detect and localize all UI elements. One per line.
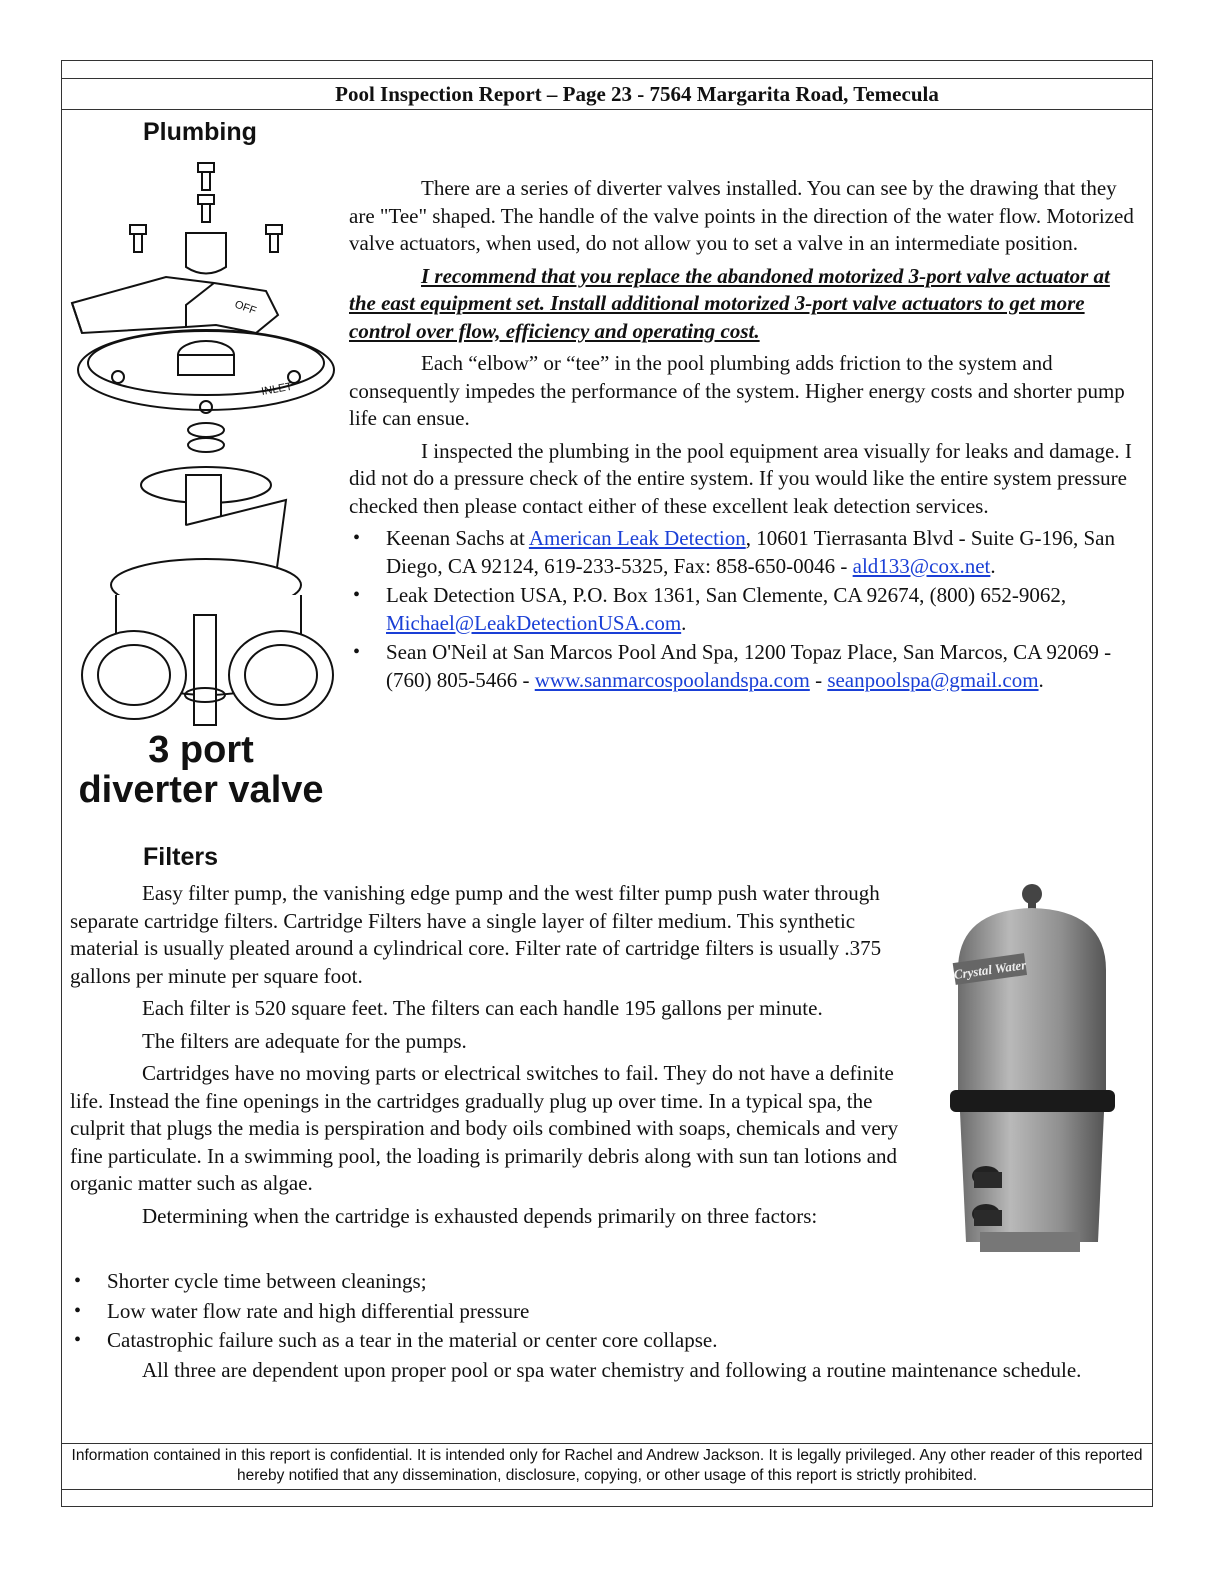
- valve-caption-line2: diverter valve: [78, 769, 324, 811]
- contact-item: • Keenan Sachs at American Leak Detection, 10601 Tierrasanta Blvd - Suite G-196, San Diego, CA 92124, 619-233-5325, Fax: 858-650-0046 - ald133@cox.net.: [349, 525, 1139, 580]
- plumbing-paragraph: I inspected the plumbing in the pool equipment area visually for leaks and damage. I did not do a pressure check of the entire system. If you would like the entire system pressure checked then please contact either of these excellent leak detection services.: [349, 438, 1132, 518]
- plumbing-body: [349, 175, 1139, 696]
- valve-caption-line1: 3 port: [148, 729, 254, 771]
- plumbing-paragraph: Each “elbow” or “tee” in the pool plumbing adds friction to the system and consequently impedes the performance of the system. Higher energy costs and shorter pump life can ensue.: [349, 351, 1125, 430]
- filters-paragraph: Determining when the cartridge is exhausted depends primarily on three factors:: [142, 1203, 818, 1228]
- confidentiality-notice: Information contained in this report is confidential. It is intended only for Rachel and Andrew Jackson. It is legally privileged. Any other reader of this reported hereby notified that any dissemination, disclosure, copying, or other usage of this report is strictly prohibited.: [71, 1447, 1143, 1484]
- plumbing-heading: Plumbing: [143, 118, 257, 146]
- exhaustion-factors-list: [70, 1268, 1120, 1357]
- email-link[interactable]: seanpoolspa@gmail.com: [827, 667, 1039, 692]
- valve-image-caption: [66, 730, 336, 810]
- email-link[interactable]: Michael@LeakDetectionUSA.com: [386, 610, 682, 635]
- contact-item: • Sean O'Neil at San Marcos Pool And Spa, 1200 Topaz Place, San Marcos, CA 92069 - (760) 805-5466 - www.sanmarcospoolandspa.com - seanpoolspa@gmail.com.: [349, 639, 1139, 694]
- list-item: • Shorter cycle time between cleanings;: [70, 1268, 1120, 1296]
- filters-paragraph: Easy filter pump, the vanishing edge pump and the west filter pump push water through separate cartridge filters. Cartridge Filters have a single layer of filter medium. This synthetic material is usually pleated around a cylindrical core. Filter rate of cartridge filters is usually .375 gallons per minute per square foot.: [70, 881, 882, 988]
- website-link[interactable]: www.sanmarcospoolandspa.com: [534, 667, 810, 692]
- svg-text:INLET: INLET: [260, 380, 294, 398]
- filters-paragraph: The filters are adequate for the pumps.: [142, 1028, 467, 1053]
- email-link[interactable]: ald133@cox.net: [852, 553, 991, 578]
- filters-body: [70, 880, 920, 1235]
- american-leak-detection-link[interactable]: American Leak Detection: [528, 526, 746, 550]
- svg-text:OFF: OFF: [232, 298, 258, 318]
- svg-text:Crystal Water: Crystal Water: [952, 957, 1028, 983]
- cartridge-filter-photo: [940, 880, 1125, 1260]
- diverter-valve-drawing: [66, 155, 336, 735]
- filters-paragraph: Cartridges have no moving parts or electrical switches to fail. They do not have a definite life. Instead the fine openings in the cartridges gradually plug up over time. In a typical spa, the culprit that plugs the media is perspiration and body oils combined with soaps, chemicals and very fine particulate. In a swimming pool, the loading is primarily debris along with sun tan lotions and organic matter such as algae.: [70, 1061, 899, 1195]
- leak-detection-contacts: [349, 525, 1139, 694]
- plumbing-paragraph: There are a series of diverter valves installed. You can see by the drawing that they are "Tee" shaped. The handle of the valve points in the direction of the water flow. Motorized valve actuators, when used, do not allow you to set a valve in an intermediate position.: [349, 176, 1134, 255]
- page-header-title: Pool Inspection Report – Page 23 - 7564 Margarita Road, Temecula: [335, 82, 939, 106]
- filters-paragraph: Each filter is 520 square feet. The filters can each handle 195 gallons per minute.: [142, 996, 823, 1020]
- list-item: • Low water flow rate and high differential pressure: [70, 1298, 1120, 1326]
- list-item: • Catastrophic failure such as a tear in the material or center core collapse.: [70, 1327, 1120, 1355]
- filters-closing-paragraph: All three are dependent upon proper pool or spa water chemistry and following a routine maintenance schedule.: [142, 1358, 1082, 1382]
- contact-item: • Leak Detection USA, P.O. Box 1361, San Clemente, CA 92674, (800) 652-9062, Michael@LeakDetectionUSA.com.: [349, 582, 1139, 637]
- plumbing-recommendation: I recommend that you replace the abandoned motorized 3-port valve actuator at the east equipment set. Install additional motorized 3-port valve actuators to get more control over flow, efficiency and operating cost.: [349, 263, 1110, 343]
- filters-heading: Filters: [143, 843, 219, 871]
